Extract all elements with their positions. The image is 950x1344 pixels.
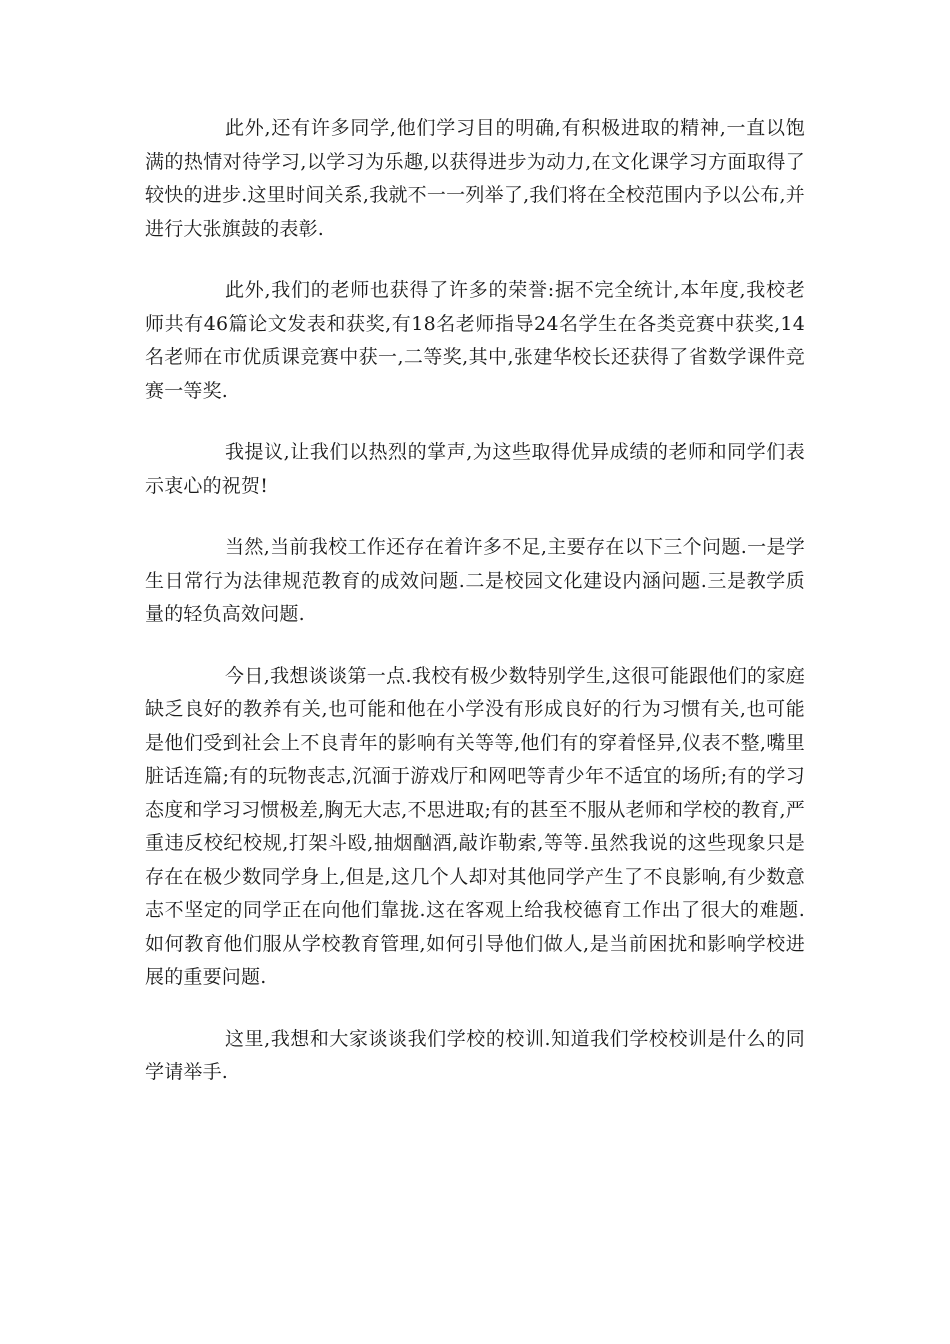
paragraph-students-progress: 此外,还有许多同学,他们学习目的明确,有积极进取的精神,一直以饱满的热情对待学习,以学习为乐趣,以获得进步为动力,在文化课学习方面取得了较快的进步.这里时间关系,我就不一一列举了,我们将在全校范围内予以公布,并进行大张旗鼓的表彰.	[145, 117, 805, 240]
paragraph-first-point: 今日,我想谈谈第一点.我校有极少数特别学生,这很可能跟他们的家庭缺乏良好的教养有关,也可能和他在小学没有形成良好的行为习惯有关,也可能是他们受到社会上不良青年的影响有关等等,他们有的穿着怪异,仪表不整,嘴里脏话连篇;有的玩物丧志,沉湎于游戏厅和网吧等青少年不适宜的场所;有的学习态度和学习习惯极差,胸无大志,不思进取;有的甚至不服从老师和学校的教育,严重违反校纪校规,打架斗殴,抽烟酗酒,敲诈勒索,等等.虽然我说的这些现象只是存在在极少数同学身上,但是,这几个人却对其他同学产生了不良影响,有少数意志不坚定的同学正在向他们靠拢.这在客观上给我校德育工作出了很大的难题.如何教育他们服从学校教育管理,如何引导他们做人,是当前困扰和影响学校进展的重要问题.	[145, 664, 805, 988]
paragraph-school-motto: 这里,我想和大家谈谈我们学校的校训.知道我们学校校训是什么的同学请举手.	[145, 1027, 805, 1083]
paragraph-problems: 当然,当前我校工作还存在着许多不足,主要存在以下三个问题.一是学生日常行为法律规范教育的成效问题.二是校园文化建设内涵问题.三是教学质量的轻负高效问题.	[145, 536, 805, 625]
document-body	[145, 112, 805, 1118]
paragraph-applause: 我提议,让我们以热烈的掌声,为这些取得优异成绩的老师和同学们表示衷心的祝贺!	[145, 441, 805, 497]
paragraph-teacher-honors: 此外,我们的老师也获得了许多的荣誉:据不完全统计,本年度,我校老师共有46篇论文发表和获奖,有18名老师指导24名学生在各类竞赛中获奖,14名老师在市优质课竞赛中获一,二等奖,其中,张建华校长还获得了省数学课件竞赛一等奖.	[145, 279, 805, 402]
